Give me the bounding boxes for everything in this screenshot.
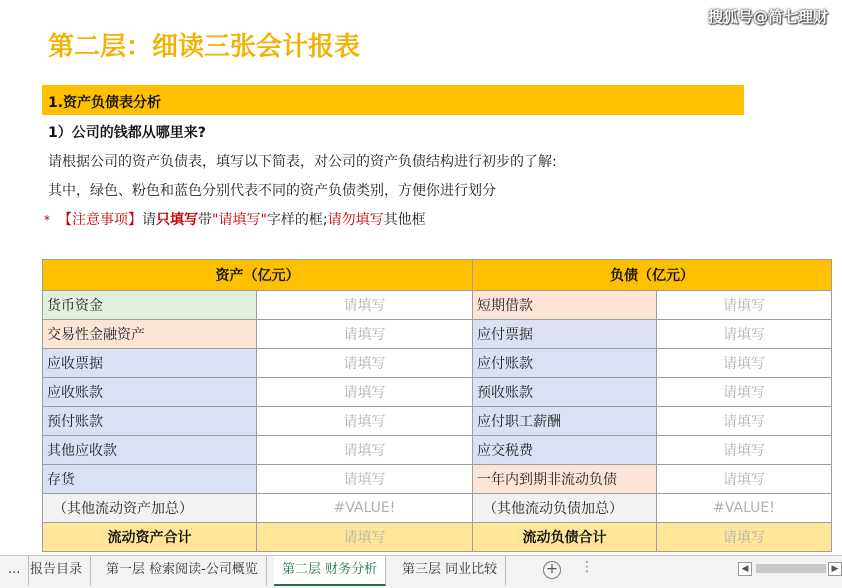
asset-label-cell[interactable]: 存货 bbox=[43, 465, 257, 494]
scroll-left-icon[interactable]: ◀ bbox=[738, 562, 752, 576]
liability-label-cell[interactable]: 应付账款 bbox=[473, 349, 657, 378]
asset-label-cell[interactable]: 交易性金融资产 bbox=[43, 320, 257, 349]
table-header-row bbox=[43, 260, 832, 291]
asset-value-cell[interactable]: #VALUE! bbox=[257, 494, 473, 523]
note-bracket: 【注意事项】 bbox=[58, 212, 142, 228]
tab-report-contents[interactable]: 报告目录 bbox=[22, 556, 91, 586]
table-row bbox=[43, 436, 832, 465]
sheet-tab-bar bbox=[0, 555, 842, 588]
section-title: 1.资产负债表分析 bbox=[48, 95, 162, 111]
asset-input-cell[interactable]: 请填写 bbox=[257, 349, 473, 378]
asset-input-cell[interactable]: 请填写 bbox=[257, 320, 473, 349]
more-options-icon[interactable]: ⋮ bbox=[580, 559, 594, 575]
liability-total-label[interactable]: 流动负债合计 bbox=[473, 523, 657, 552]
liability-label-cell[interactable]: （其他流动负债加总） bbox=[473, 494, 657, 523]
asset-input-cell[interactable]: 请填写 bbox=[257, 378, 473, 407]
watermark-text: 搜狐号@简七理财 bbox=[707, 8, 828, 26]
table-row bbox=[43, 494, 832, 523]
question-text: 1）公司的钱都从哪里来? bbox=[48, 125, 206, 141]
section-header bbox=[42, 85, 744, 115]
liability-input-cell[interactable]: 请填写 bbox=[657, 378, 832, 407]
scroll-thumb[interactable] bbox=[756, 564, 826, 573]
note-please: 请 bbox=[142, 212, 156, 228]
liability-label-cell[interactable]: 一年内到期非流动负债 bbox=[473, 465, 657, 494]
liability-label-cell[interactable]: 应付票据 bbox=[473, 320, 657, 349]
note-quoted: "请填写" bbox=[212, 212, 267, 228]
liabilities-header[interactable]: 负债（亿元） bbox=[473, 260, 832, 291]
note-with: 带 bbox=[198, 212, 212, 228]
liability-input-cell[interactable]: 请填写 bbox=[657, 407, 832, 436]
asset-label-cell[interactable]: 应收账款 bbox=[43, 378, 257, 407]
asset-total-label[interactable]: 流动资产合计 bbox=[43, 523, 257, 552]
table-row bbox=[43, 378, 832, 407]
tab-layer-two[interactable]: 第二层 财务分析 bbox=[274, 556, 386, 586]
asset-input-cell[interactable]: 请填写 bbox=[257, 291, 473, 320]
liability-input-cell[interactable]: 请填写 bbox=[657, 436, 832, 465]
liability-input-cell[interactable]: 请填写 bbox=[657, 320, 832, 349]
note-other: 其他框 bbox=[383, 212, 426, 228]
asset-input-cell[interactable]: 请填写 bbox=[257, 436, 473, 465]
liability-input-cell[interactable]: 请填写 bbox=[657, 291, 832, 320]
liability-label-cell[interactable]: 短期借款 bbox=[473, 291, 657, 320]
asset-input-cell[interactable]: 请填写 bbox=[257, 407, 473, 436]
horizontal-scrollbar[interactable] bbox=[738, 562, 842, 576]
liability-input-cell[interactable]: 请填写 bbox=[657, 349, 832, 378]
note-dont-fill: 请勿填写 bbox=[327, 212, 384, 228]
table-row bbox=[43, 465, 832, 494]
tab-overflow-button[interactable]: ... bbox=[0, 556, 29, 586]
page-title: 第二层：细读三张会计报表 bbox=[48, 32, 361, 62]
tab-layer-three[interactable]: 第三层 同业比较 bbox=[394, 556, 506, 586]
asset-label-cell[interactable]: 预付账款 bbox=[43, 407, 257, 436]
table-row bbox=[43, 407, 832, 436]
note-only-fill: 只填写 bbox=[156, 212, 198, 228]
asset-input-cell[interactable]: 请填写 bbox=[257, 465, 473, 494]
liability-total-input[interactable]: 请填写 bbox=[657, 523, 832, 552]
table-row bbox=[43, 523, 832, 552]
assets-header[interactable]: 资产（亿元） bbox=[43, 260, 473, 291]
balance-sheet-table bbox=[42, 259, 832, 552]
asset-label-cell[interactable]: （其他流动资产加总） bbox=[43, 494, 257, 523]
asset-label-cell[interactable]: 货币资金 bbox=[43, 291, 257, 320]
liability-label-cell[interactable]: 应交税费 bbox=[473, 436, 657, 465]
liability-value-cell[interactable]: #VALUE! bbox=[657, 494, 832, 523]
scroll-right-icon[interactable]: ▶ bbox=[828, 562, 842, 576]
table-row bbox=[43, 320, 832, 349]
asset-label-cell[interactable]: 应收票据 bbox=[43, 349, 257, 378]
liability-input-cell[interactable]: 请填写 bbox=[657, 465, 832, 494]
intro-line-1: 请根据公司的资产负债表，填写以下简表，对公司的资产负债结构进行初步的了解: bbox=[48, 154, 557, 170]
intro-line-2: 其中，绿色、粉色和蓝色分别代表不同的资产负债类别，方便你进行划分 bbox=[48, 183, 496, 199]
table-row bbox=[43, 291, 832, 320]
note-box: 字样的框; bbox=[266, 212, 328, 228]
table-row bbox=[43, 349, 832, 378]
tab-layer-one[interactable]: 第一层 检索阅读-公司概览 bbox=[98, 556, 267, 586]
note-line bbox=[44, 209, 426, 229]
liability-label-cell[interactable]: 应付职工薪酬 bbox=[473, 407, 657, 436]
asset-total-input[interactable]: 请填写 bbox=[257, 523, 473, 552]
asterisk-icon: * bbox=[44, 213, 50, 227]
add-sheet-icon[interactable]: + bbox=[543, 561, 561, 579]
liability-label-cell[interactable]: 预收账款 bbox=[473, 378, 657, 407]
asset-label-cell[interactable]: 其他应收款 bbox=[43, 436, 257, 465]
